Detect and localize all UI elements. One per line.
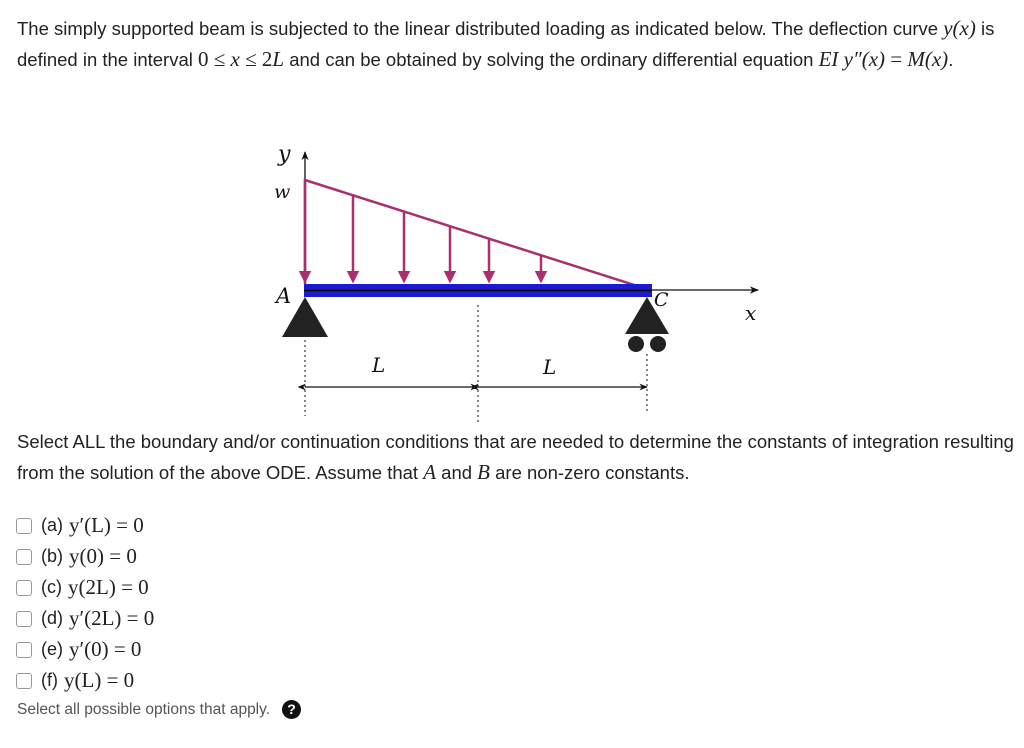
- label-y: y: [278, 142, 291, 167]
- checkbox-b[interactable]: [16, 549, 32, 565]
- label-x: x: [745, 301, 757, 325]
- hint-text: Select all possible options that apply.: [17, 700, 271, 718]
- math-x: x: [230, 47, 240, 71]
- option-c-expr: y(2L) = 0: [68, 575, 149, 599]
- option-d-expr: y′(2L) = 0: [69, 606, 155, 630]
- option-b-expr: y(0) = 0: [69, 544, 137, 568]
- checkbox-a[interactable]: [16, 518, 32, 534]
- label-w: w: [274, 181, 291, 203]
- hint-row: [17, 700, 301, 719]
- math-A: A: [423, 460, 437, 484]
- checkbox-d[interactable]: [16, 611, 32, 627]
- checkbox-e[interactable]: [16, 642, 32, 658]
- option-f[interactable]: (f) y(L) = 0: [16, 665, 154, 696]
- math-L: L: [272, 47, 285, 71]
- label-C: C: [654, 289, 669, 311]
- option-e-expr: y′(0) = 0: [69, 637, 142, 661]
- checkbox-c[interactable]: [16, 580, 32, 596]
- option-d[interactable]: (d) y′(2L) = 0: [16, 603, 154, 634]
- options-list: [16, 510, 154, 696]
- ode-rhs: M(x): [907, 47, 949, 71]
- option-f-expr: y(L) = 0: [64, 668, 135, 692]
- option-c[interactable]: (c) y(2L) = 0: [16, 572, 154, 603]
- option-a[interactable]: (a) y′(L) = 0: [16, 510, 154, 541]
- option-a-expr: y′(L) = 0: [69, 513, 144, 537]
- math-yx: y(x): [943, 16, 976, 40]
- roller-wheel-right: [650, 336, 666, 352]
- label-span-2: L: [543, 355, 557, 379]
- ode-eq: =: [885, 47, 908, 71]
- option-e[interactable]: (e) y′(0) = 0: [16, 634, 154, 665]
- label-A: A: [276, 284, 292, 308]
- math-interval-end: ≤ 2: [239, 47, 273, 71]
- question-circle-icon[interactable]: ?: [282, 700, 301, 719]
- question-prompt: Select ALL the boundary and/or continuation conditions that are needed to determine the constants of integration resulting from the solution of the above ODE. Assume that A and B are non-zero constants.: [17, 431, 1014, 484]
- roller-wheel-left: [628, 336, 644, 352]
- load-profile: [305, 180, 650, 290]
- math-interval-start: 0 ≤: [198, 47, 231, 71]
- math-B: B: [477, 460, 490, 484]
- checkbox-f[interactable]: [16, 673, 32, 689]
- option-b[interactable]: (b) y(0) = 0: [16, 541, 154, 572]
- problem-statement: The simply supported beam is subjected to the linear distributed loading as indicated below. The deflection curve y(x) is defined in the interval 0 ≤ x ≤ 2L and can be obtained by solving the ordinary differential equation EI y″(x) = M(x).: [17, 16, 995, 71]
- label-span-1: L: [372, 353, 386, 377]
- ode-lhs: EI y″(x): [818, 47, 886, 71]
